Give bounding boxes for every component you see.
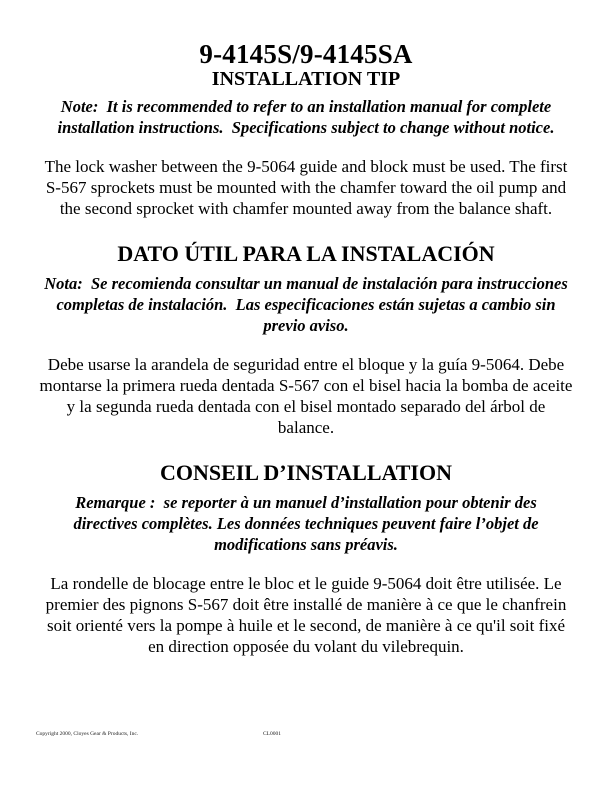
note-french: Remarque : se reporter à un manuel d’installation pour obtenir des directives complètes. Les données techniques peuvent faire l’objet de modifications sans préavis. <box>73 493 543 554</box>
doc-subtitle: INSTALLATION TIP <box>211 68 401 90</box>
copyright-notice: Copyright 2000, Cloyes Gear & Products, Inc. <box>36 731 139 737</box>
heading-spanish: DATO ÚTIL PARA LA INSTALACIÓN <box>117 241 495 266</box>
body-english: The lock washer between the 9-5064 guide and block must be used. The first S-567 sprockets must be mounted with the chamfer toward the oil pump and the second sprocket with chamfer mounted away from the balance shaft. <box>44 157 572 218</box>
heading-french: CONSEIL D’INSTALLATION <box>160 460 452 485</box>
body-spanish: Debe usarse la arandela de seguridad entre el bloque y la guía 9-5064. Debe montarse la primera rueda dentada S-567 con el bisel hacia la bomba de aceite y la segunda rueda dentada con el bisel montado separado del árbol de balance. <box>39 355 577 437</box>
part-number-title: 9-4145S/9-4145SA <box>199 39 413 69</box>
page-footer <box>0 730 612 742</box>
document-number: CL0001 <box>263 731 282 737</box>
note-spanish: Nota: Se recomienda consultar un manual de instalación para instrucciones completas de instalación. Las especificaciones están sujetas a cambio sin previo aviso. <box>44 274 572 335</box>
body-french: La rondelle de blocage entre le bloc et le guide 9-5064 doit être utilisée. Le premier des pignons S-567 doit être installé de manière à ce que le chanfrein soit orienté vers la pompe à huile et le second, de manière à ce qu'il soit fixé en direction opposée du volant du vilebrequin. <box>45 574 571 656</box>
note-english: Note: It is recommended to refer to an installation manual for complete installation instructions. Specifications subject to change without notice. <box>57 97 556 137</box>
